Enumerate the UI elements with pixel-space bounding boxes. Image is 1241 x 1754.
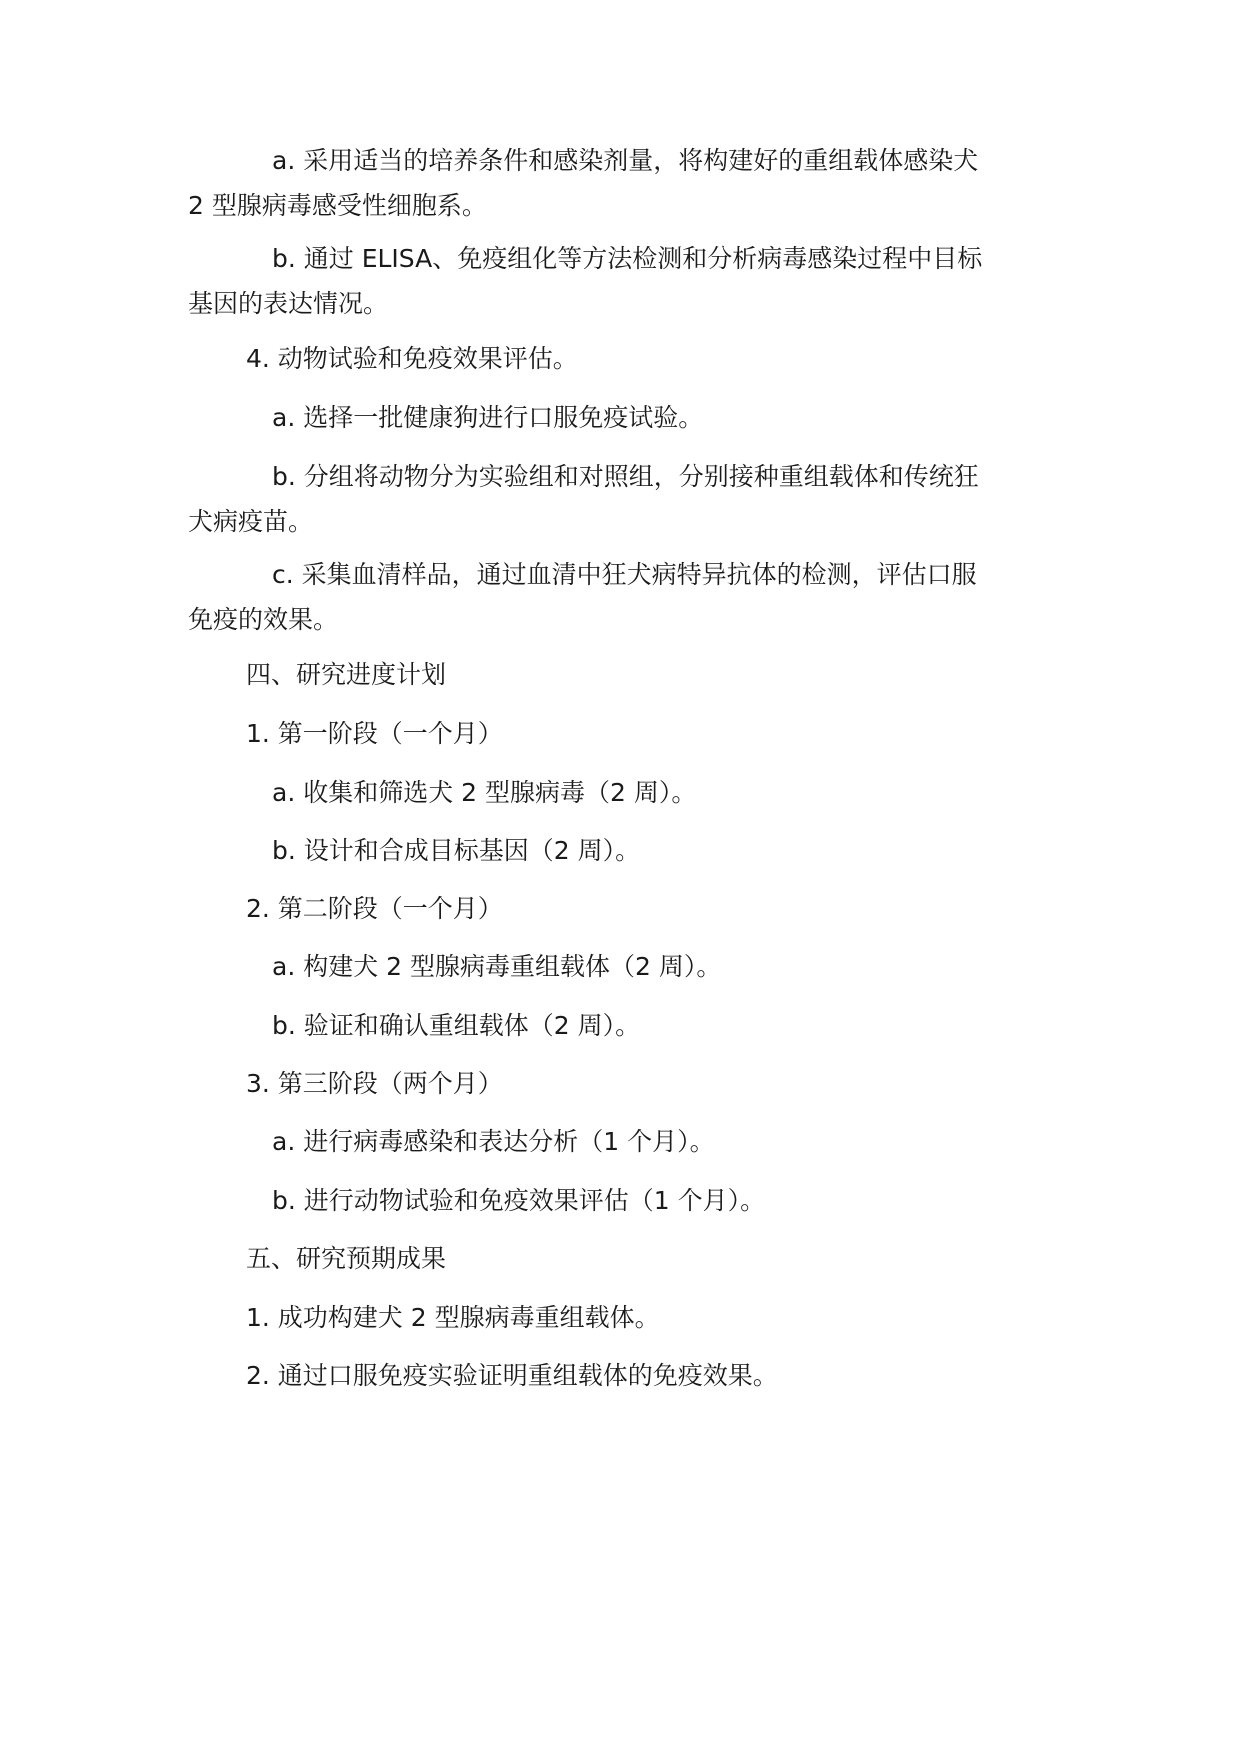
paragraph-line: 犬病疫苗。 bbox=[188, 507, 314, 536]
paragraph-line: a. 采用适当的培养条件和感染剂量，将构建好的重组载体感染犬 bbox=[272, 146, 979, 175]
phase-1-item-a: a. 收集和筛选犬 2 型腺病毒（2 周）。 bbox=[272, 778, 697, 807]
paragraph-4a: a. 选择一批健康狗进行口服免疫试验。 bbox=[272, 403, 704, 432]
phase-1-item-b: b. 设计和合成目标基因（2 周）。 bbox=[272, 836, 641, 865]
paragraph-3a bbox=[188, 138, 1050, 228]
section-heading-4: 四、研究进度计划 bbox=[246, 660, 447, 689]
phase-3-item-a: a. 进行病毒感染和表达分析（1 个月）。 bbox=[272, 1127, 715, 1156]
phase-2-item-a: a. 构建犬 2 型腺病毒重组载体（2 周）。 bbox=[272, 952, 722, 981]
paragraph-line: b. 分组将动物分为实验组和对照组，分别接种重组载体和传统狂 bbox=[272, 462, 979, 491]
paragraph-line: 2 型腺病毒感受性细胞系。 bbox=[188, 191, 487, 220]
paragraph-line: 基因的表达情况。 bbox=[188, 289, 389, 318]
outcome-2: 2. 通过口服免疫实验证明重组载体的免疫效果。 bbox=[246, 1361, 778, 1390]
outcome-1: 1. 成功构建犬 2 型腺病毒重组载体。 bbox=[246, 1303, 660, 1332]
phase-2-heading: 2. 第二阶段（一个月） bbox=[246, 894, 503, 923]
paragraph-line: 免疫的效果。 bbox=[188, 605, 339, 634]
paragraph-4b bbox=[188, 454, 1050, 544]
phase-3-item-b: b. 进行动物试验和免疫效果评估（1 个月）。 bbox=[272, 1186, 766, 1215]
paragraph-4c bbox=[188, 552, 1050, 642]
phase-2-item-b: b. 验证和确认重组载体（2 周）。 bbox=[272, 1011, 641, 1040]
paragraph-line: c. 采集血清样品，通过血清中狂犬病特异抗体的检测，评估口服 bbox=[272, 560, 977, 589]
phase-3-heading: 3. 第三阶段（两个月） bbox=[246, 1069, 503, 1098]
phase-1-heading: 1. 第一阶段（一个月） bbox=[246, 719, 503, 748]
paragraph-line: b. 通过 ELISA、免疫组化等方法检测和分析病毒感染过程中目标 bbox=[272, 244, 983, 273]
paragraph-3b bbox=[188, 236, 1050, 326]
heading-step-4: 4. 动物试验和免疫效果评估。 bbox=[246, 344, 578, 373]
section-heading-5: 五、研究预期成果 bbox=[246, 1244, 447, 1273]
